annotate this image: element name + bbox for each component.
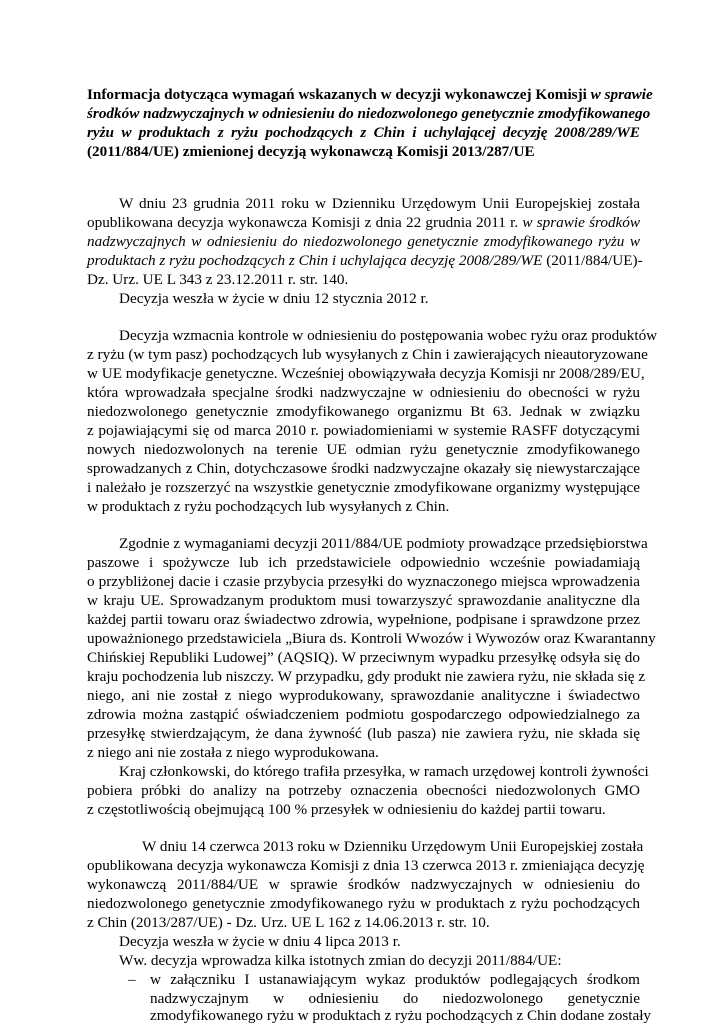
bullet-marker: – (128, 971, 136, 988)
p2-line: niedozwolonego genetycznie zmodyfikowanego organizmu Bt 63. Jednak w związku (87, 403, 640, 420)
p2-line: która wprowadzała specjalne środki nadzwyczajne w odniesieniu do obecności w ryżu (87, 384, 640, 401)
document-title-line-1: Informacja dotycząca wymagań wskazanych w decyzji wykonawczej Komisji w sprawie (87, 86, 653, 103)
p2-line: i należało je rozszerzyć na wszystkie genetycznie zmodyfikowane organizmy występujące (87, 479, 640, 496)
p3-line: z niego ani nie została z niego wyprodukowana. (87, 744, 379, 761)
p3-line: niego, ani nie został z niego wyprodukowany, sprawozdanie analityczne i świadectwo (87, 687, 640, 704)
p2-line: nowych niedozwolonych na terenie UE odmian ryżu genetycznie zmodyfikowanego (87, 441, 640, 458)
p5-line: opublikowana decyzja wykonawcza Komisji z dnia 13 czerwca 2013 r. zmieniająca decyzję (87, 857, 645, 874)
p1-line-4: produktach z ryżu pochodzących z Chin i uchylająca decyzję 2008/289/WE (2011/884/UE)- (87, 252, 643, 269)
document-title-line-2: środków nadzwyczajnych w odniesieniu do niedozwolonego genetycznie zmodyfikowanego (87, 105, 651, 122)
p1-line-3: nadzwyczajnych w odniesieniu do niedozwolonego genetycznie zmodyfikowanego ryżu w (87, 233, 640, 250)
p2-line: z ryżu (w tym pasz) pochodzących lub wysyłanych z Chin i zawierających nieautoryzowane (87, 346, 648, 363)
p1-line-1: W dniu 23 grudnia 2011 roku w Dzienniku Urzędowym Unii Europejskiej została (119, 195, 640, 212)
p1-line-2: opublikowana decyzja wykonawcza Komisji z dnia 22 grudnia 2011 r. w sprawie środków (87, 214, 640, 231)
bullet-line: w załączniku I ustanawiającym wykaz produktów podlegających środkom (150, 971, 640, 988)
p3-line: w kraju UE. Sprowadzanym produktom musi towarzyszyć sprawozdanie analityczne dla (87, 592, 640, 609)
p2-line: w produktach z ryżu pochodzących lub wysyłanych z Chin. (87, 498, 450, 515)
p3-line: zdrowia można zastąpić oświadczeniem podmiotu gospodarczego odpowiedzialnego za (87, 706, 640, 723)
p3-line: każdej partii towaru oraz świadectwo zdrowia, wypełnione, podpisane i sprawdzone przez (87, 611, 640, 628)
p4-line: Kraj członkowski, do którego trafiła przesyłka, w ramach urzędowej kontroli żywności (119, 763, 649, 780)
p3-line: Zgodnie z wymaganiami decyzji 2011/884/UE podmioty prowadzące przedsiębiorstwa (119, 535, 648, 552)
document-title-line-3: ryżu w produktach z ryżu pochodzących z Chin i uchylającej decyzję 2008/289/WE (87, 124, 640, 141)
p5-line: niedozwolonego genetycznie zmodyfikowanego ryżu w produktach z ryżu pochodzących (87, 895, 640, 912)
p5-line: Decyzja weszła w życie w dniu 4 lipca 2013 r. (119, 933, 401, 950)
p2-line: Decyzja wzmacnia kontrole w odniesieniu do postępowania wobec ryżu oraz produktów (119, 327, 658, 344)
p5-line: W dniu 14 czerwca 2013 roku w Dzienniku Urzędowym Unii Europejskiej została (142, 838, 644, 855)
p1-line-5: Dz. Urz. UE L 343 z 23.12.2011 r. str. 140. (87, 271, 349, 288)
p4-line: z częstotliwością obejmującą 100 % przesyłek w odniesieniu do każdej partii towaru. (87, 801, 606, 818)
p4-line: pobiera próbki do analizy na potrzeby oznaczenia obecności niedozwolonych GMO (87, 782, 640, 799)
p5-line: Ww. decyzja wprowadza kilka istotnych zmian do decyzji 2011/884/UE: (119, 952, 562, 969)
p1-line-6: Decyzja weszła w życie w dniu 12 stycznia 2012 r. (119, 290, 429, 307)
p5-line: z Chin (2013/287/UE) - Dz. Urz. UE L 162 z 14.06.2013 r. str. 10. (87, 914, 490, 931)
p3-line: upoważnionego przedstawiciela „Biura ds. Kontroli Wwozów i Wywozów oraz Kwarantanny (87, 630, 656, 647)
p2-line: w UE modyfikacje genetyczne. Wcześniej obowiązywała decyzja Komisji nr 2008/289/EU, (87, 365, 645, 382)
p3-line: Chińskiej Republiki Ludowej” (AQSIQ). W przeciwnym wypadku przesyłkę odsyła się do (87, 649, 640, 666)
p5-line: wykonawczą 2011/884/UE w sprawie środków nadzwyczajnych w odniesieniu do (87, 876, 640, 893)
bullet-line: nadzwyczajnym w odniesieniu do niedozwolonego genetycznie (150, 990, 640, 1007)
bullet-line: zmodyfikowanego ryżu w produktach z ryżu pochodzących z Chin dodane zostały (150, 1007, 652, 1024)
p3-line: paszowe i spożywcze lub ich przedstawiciele odpowiednio wcześnie powiadamiają (87, 554, 640, 571)
p3-line: przesyłkę stwierdzającym, że dana żywność (lub pasza) nie zawiera ryżu, nie składa się (87, 725, 640, 742)
p3-line: o przybliżonej dacie i czasie przybycia przesyłki do wyznaczonego miejsca wprowadzenia (87, 573, 640, 590)
p2-line: z pojawiającymi się od marca 2010 r. powiadomieniami w systemie RASFF dotyczącymi (87, 422, 640, 439)
p3-line: kraju pochodzenia lub niszczy. W przypadku, gdy produkt nie zawiera ryżu, nie składa się z (87, 668, 646, 685)
p2-line: sprowadzanych z Chin, dotychczasowe środki nadzwyczajne okazały się niewystarczające (87, 460, 640, 477)
document-title-line-4: (2011/884/UE) zmienionej decyzją wykonawczą Komisji 2013/287/UE (87, 143, 535, 160)
